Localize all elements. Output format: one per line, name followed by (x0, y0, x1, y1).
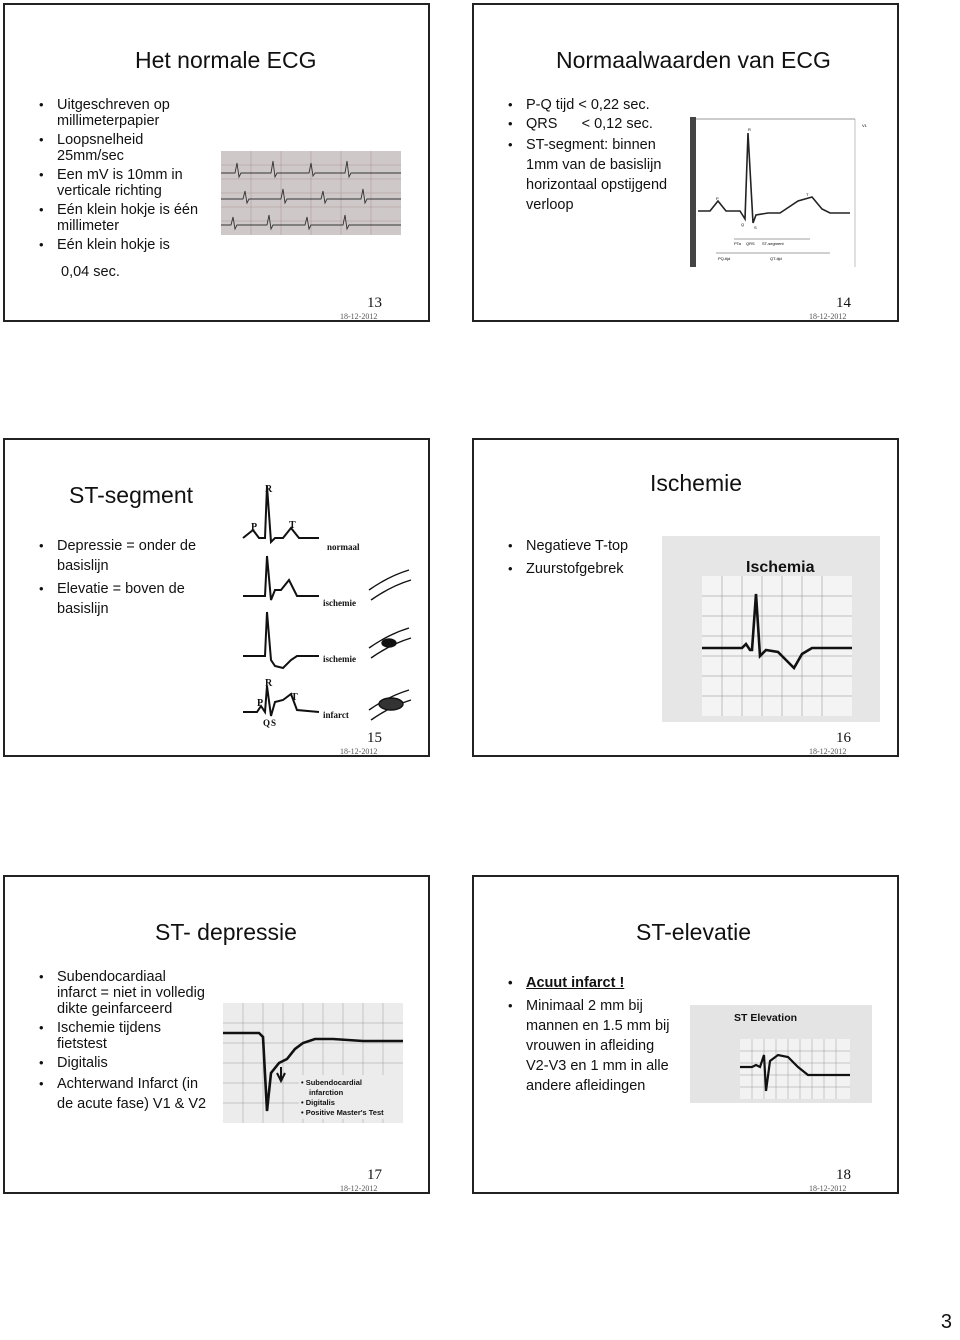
svg-text:ischemie: ischemie (323, 598, 356, 608)
bullet-item: • Digitalis (39, 1055, 209, 1071)
slide-title: Normaalwaarden van ECG (556, 47, 831, 73)
slide-date: 18-12-2012 (340, 312, 378, 321)
bullet-list (508, 973, 678, 1099)
bullet-item: • Acuut infarct ! (508, 973, 678, 993)
svg-text:T: T (806, 192, 809, 197)
slide-title: ST- depressie (155, 919, 297, 945)
bullet-item: • Achterwand Infarct (in de acute fase) V1 & V2 (39, 1074, 209, 1114)
svg-text:ST-segment: ST-segment (762, 241, 784, 246)
svg-text:QRS: QRS (746, 241, 755, 246)
svg-text:Q: Q (741, 222, 745, 227)
bullet-list (39, 536, 219, 622)
ecg-paper-image (221, 151, 401, 235)
bullet-item: • Zuurstofgebrek (508, 559, 678, 579)
slide-date: 18-12-2012 (340, 747, 378, 756)
bullet-list (39, 969, 209, 1117)
svg-text:P: P (251, 522, 258, 533)
slide-number: 14 (836, 295, 851, 311)
slide-number: 13 (367, 295, 382, 311)
slide-title: Het normale ECG (135, 47, 317, 73)
bullet-item: • Minimaal 2 mm bij mannen en 1.5 mm bij vrouwen in afleiding V2-V3 en 1 mm in alle andere afleidingen (508, 996, 678, 1096)
svg-text:QT-tijd: QT-tijd (770, 256, 782, 261)
bullet-item: • Eén klein hokje is (39, 237, 209, 253)
bullet-list (508, 536, 678, 582)
svg-text:infarct: infarct (323, 710, 349, 720)
st-segment-diagram (239, 480, 415, 730)
slide-16 (472, 438, 899, 757)
svg-text:P: P (257, 698, 264, 709)
bullet-list (508, 97, 678, 218)
slide-18 (472, 875, 899, 1194)
ecg-waveform-diagram (690, 117, 872, 273)
bullet-item: • Eén klein hokje is één millimeter (39, 202, 209, 234)
slide-15 (3, 438, 430, 757)
slide-date: 18-12-2012 (809, 747, 847, 756)
svg-text:PQ-tijd: PQ-tijd (718, 256, 731, 261)
bullet-item: • ST-segment: binnen 1mm van de basislijn horizontaal opstijgend verloop (508, 135, 678, 215)
bullet-item: • Een mV is 10mm in verticale richting (39, 167, 209, 199)
bullet-list (39, 97, 209, 256)
svg-text:• Subendocardial: • Subendocardial (301, 1078, 362, 1087)
bullet-item: • Subendocardiaal infarct = niet in volledig dikte geinfarceerd (39, 969, 209, 1017)
slide-number: 17 (367, 1167, 382, 1183)
svg-text:R: R (265, 484, 273, 495)
page-number: 3 (940, 1311, 952, 1333)
slide-13 (3, 3, 430, 322)
svg-text:P: P (716, 196, 719, 201)
bullet-item: • Uitgeschreven op millimeterpapier (39, 97, 209, 129)
slide-number: 18 (836, 1167, 851, 1183)
svg-text:Ischemia: Ischemia (746, 559, 815, 576)
svg-text:infarction: infarction (309, 1088, 344, 1097)
st-depression-ecg-image (223, 1003, 403, 1123)
bullet-item: • Elevatie = boven de basislijn (39, 579, 219, 619)
bullet-item: • Ischemie tijdens fietstest (39, 1020, 209, 1052)
slide-title: ST-segment (69, 482, 193, 508)
bullet-item: • QRS < 0,12 sec. (508, 116, 678, 132)
svg-text:V1: V1 (862, 123, 867, 128)
svg-text:• Positive Master's Test: • Positive Master's Test (301, 1108, 384, 1117)
slide-number: 16 (836, 730, 851, 746)
svg-text:normaal: normaal (327, 542, 360, 552)
bullet-item: • P-Q tijd < 0,22 sec. (508, 97, 678, 113)
svg-text:S: S (754, 225, 757, 230)
bullet-item: • Negatieve T-top (508, 536, 678, 556)
slide-number: 15 (367, 730, 382, 746)
bullet-item: • Loopsnelheid 25mm/sec (39, 132, 209, 164)
slide-date: 18-12-2012 (340, 1184, 378, 1193)
slide-date: 18-12-2012 (809, 312, 847, 321)
bullet-continuation: 0,04 sec. (61, 264, 120, 280)
svg-text:Q: Q (263, 718, 271, 728)
slide-title: Ischemie (650, 470, 743, 496)
svg-text:ischemie: ischemie (323, 654, 356, 664)
ischemia-ecg-image (662, 536, 880, 722)
st-elevation-ecg-image (690, 1005, 872, 1103)
svg-text:R: R (748, 127, 751, 132)
svg-text:R: R (265, 678, 273, 689)
slide-17 (3, 875, 430, 1194)
svg-text:T: T (291, 692, 298, 703)
slide-14 (472, 3, 899, 322)
slide-date: 18-12-2012 (809, 1184, 847, 1193)
svg-text:S: S (271, 718, 277, 728)
svg-text:ST Elevation: ST Elevation (734, 1012, 798, 1024)
svg-text:PTa: PTa (734, 241, 741, 246)
slide-title: ST-elevatie (636, 919, 752, 945)
svg-text:• Digitalis: • Digitalis (301, 1098, 335, 1107)
svg-text:T: T (289, 520, 296, 531)
bullet-item: • Depressie = onder de basislijn (39, 536, 219, 576)
